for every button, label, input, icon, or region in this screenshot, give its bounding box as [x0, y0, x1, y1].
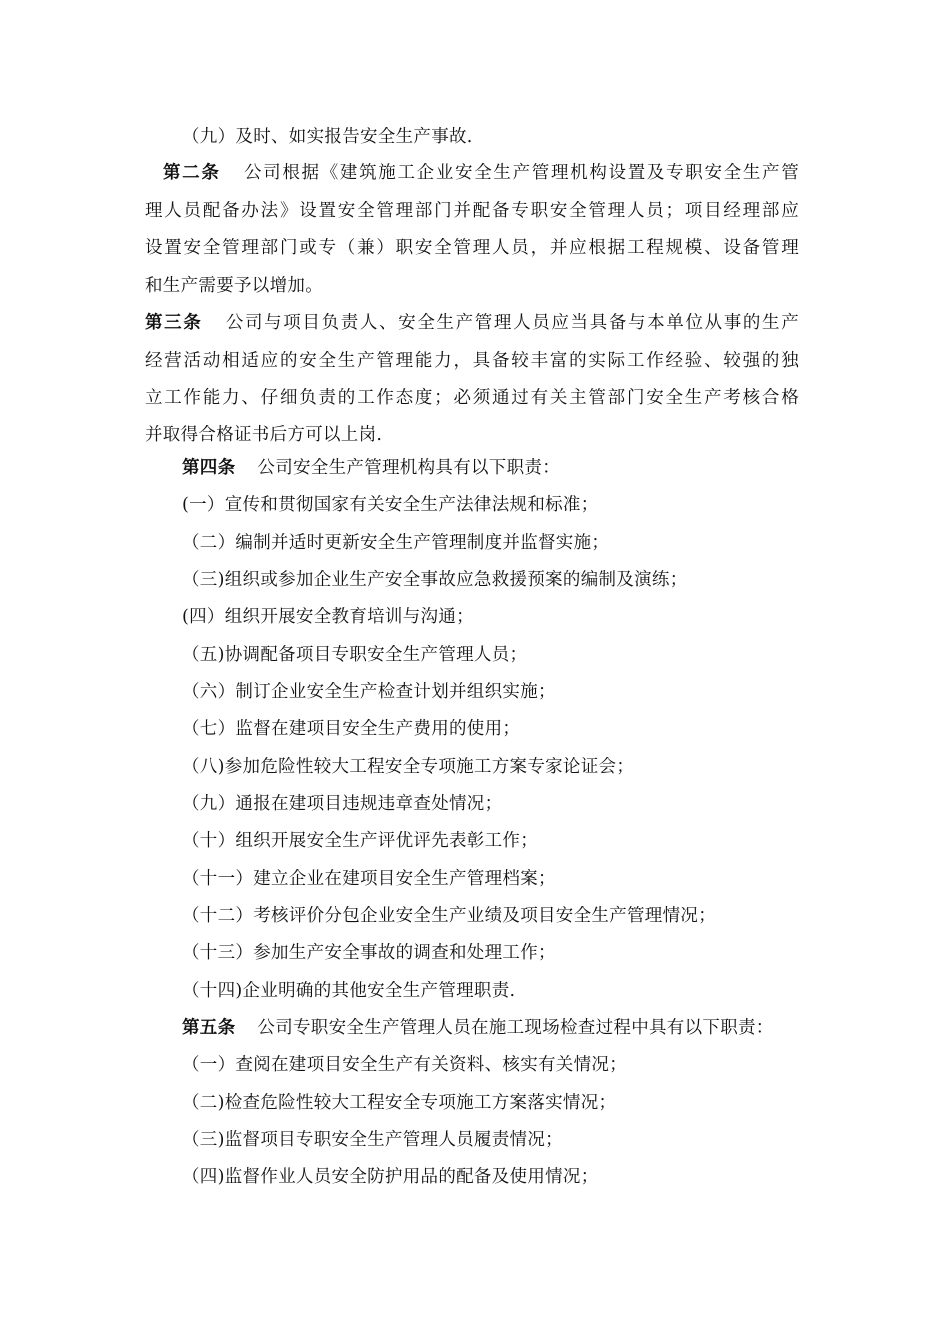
line-text: 公司根据《建筑施工企业安全生产管理机构设置及专职安全生产管: [242, 163, 799, 183]
line-text: （十二）考核评价分包企业安全生产业绩及项目安全生产管理情况；: [182, 906, 716, 926]
line-text: (四）组织开展安全教育培训与沟通；: [182, 607, 474, 627]
line-text: （十一）建立企业在建项目安全生产管理档案；: [182, 869, 556, 889]
list-item: [182, 642, 527, 668]
line-text: （三)监督项目专职安全生产管理人员履责情况；: [182, 1130, 563, 1150]
list-item: [182, 716, 520, 742]
list-item: [182, 754, 634, 780]
list-item: [182, 978, 515, 1004]
line-text: 公司安全生产管理机构具有以下职责：: [257, 458, 561, 478]
line-text: （六）制订企业安全生产检查计划并组织实施；: [182, 682, 556, 702]
paragraph-line: [145, 235, 799, 261]
article-heading: 第四条: [182, 458, 236, 478]
line-text: （三)组织或参加企业生产安全事故应急救援预案的编制及演练；: [182, 570, 688, 590]
list-item: [182, 1127, 563, 1153]
line-text: （七）监督在建项目安全生产费用的使用；: [182, 719, 521, 739]
line-text: （十）组织开展安全生产评优评先表彰工作；: [182, 831, 538, 851]
list-item: [182, 567, 688, 593]
line-text: 公司专职安全生产管理人员在施工现场检查过程中具有以下职责：: [257, 1018, 774, 1038]
line-text: （一）查阅在建项目安全生产有关资料、核实有关情况；: [182, 1055, 627, 1075]
line-text: （十三）参加生产安全事故的调查和处理工作；: [182, 943, 556, 963]
paragraph-line: [145, 422, 382, 448]
list-item: [182, 866, 556, 892]
line-text: （八)参加危险性较大工程安全专项施工方案专家论证会；: [182, 757, 635, 777]
list-item: [182, 1090, 616, 1116]
line-text: 立工作能力、仔细负责的工作态度；必须通过有关主管部门安全生产考核合格: [145, 388, 799, 408]
paragraph-line: [145, 385, 799, 411]
list-item: [182, 1164, 599, 1190]
line-text: (一）宣传和贯彻国家有关安全生产法律法规和标准；: [182, 495, 599, 515]
line-text: 公司与项目负责人、安全生产管理人员应当具备与本单位从事的生产: [224, 313, 800, 333]
list-item: [182, 604, 474, 630]
article-heading: 第五条: [182, 1018, 236, 1038]
list-item: [182, 530, 609, 556]
line-text: （二)检查危险性较大工程安全专项施工方案落实情况；: [182, 1093, 617, 1113]
article-4-line: [182, 455, 560, 481]
line-text: （五)协调配备项目专职安全生产管理人员；: [182, 645, 528, 665]
line-text: 和生产需要予以增加。: [145, 276, 323, 296]
list-item: [182, 828, 538, 854]
line-text: 并取得合格证书后方可以上岗.: [145, 425, 383, 445]
list-item: [182, 679, 556, 705]
list-item: [182, 1052, 627, 1078]
list-item: [182, 903, 716, 929]
paragraph-line: [145, 348, 799, 374]
article-heading: 第三条: [145, 313, 203, 333]
article-5-line: [182, 1015, 774, 1041]
paragraph-line: [182, 124, 473, 150]
list-item: [182, 791, 502, 817]
line-text: （十四)企业明确的其他安全生产管理职责.: [182, 981, 516, 1001]
line-text: 设置安全管理部门或专（兼）职安全管理人员，并应根据工程规模、设备管理: [145, 238, 799, 258]
paragraph-line: [145, 198, 799, 224]
line-text: （四)监督作业人员安全防护用品的配备及使用情况；: [182, 1167, 599, 1187]
line-text: 经营活动相适应的安全生产管理能力，具备较丰富的实际工作经验、较强的独: [145, 351, 799, 371]
article-heading: 第二条: [163, 163, 221, 183]
line-text: （九）及时、如实报告安全生产事故.: [182, 127, 473, 147]
line-text: （二）编制并适时更新安全生产管理制度并监督实施；: [182, 533, 610, 553]
article-2-line: [163, 160, 799, 186]
paragraph-line: [145, 273, 323, 299]
list-item: [182, 940, 556, 966]
line-text: （九）通报在建项目违规违章查处情况；: [182, 794, 503, 814]
article-3-line: [145, 310, 799, 336]
line-text: 理人员配备办法》设置安全管理部门并配备专职安全管理人员；项目经理部应: [145, 201, 799, 221]
list-item: [182, 492, 599, 518]
